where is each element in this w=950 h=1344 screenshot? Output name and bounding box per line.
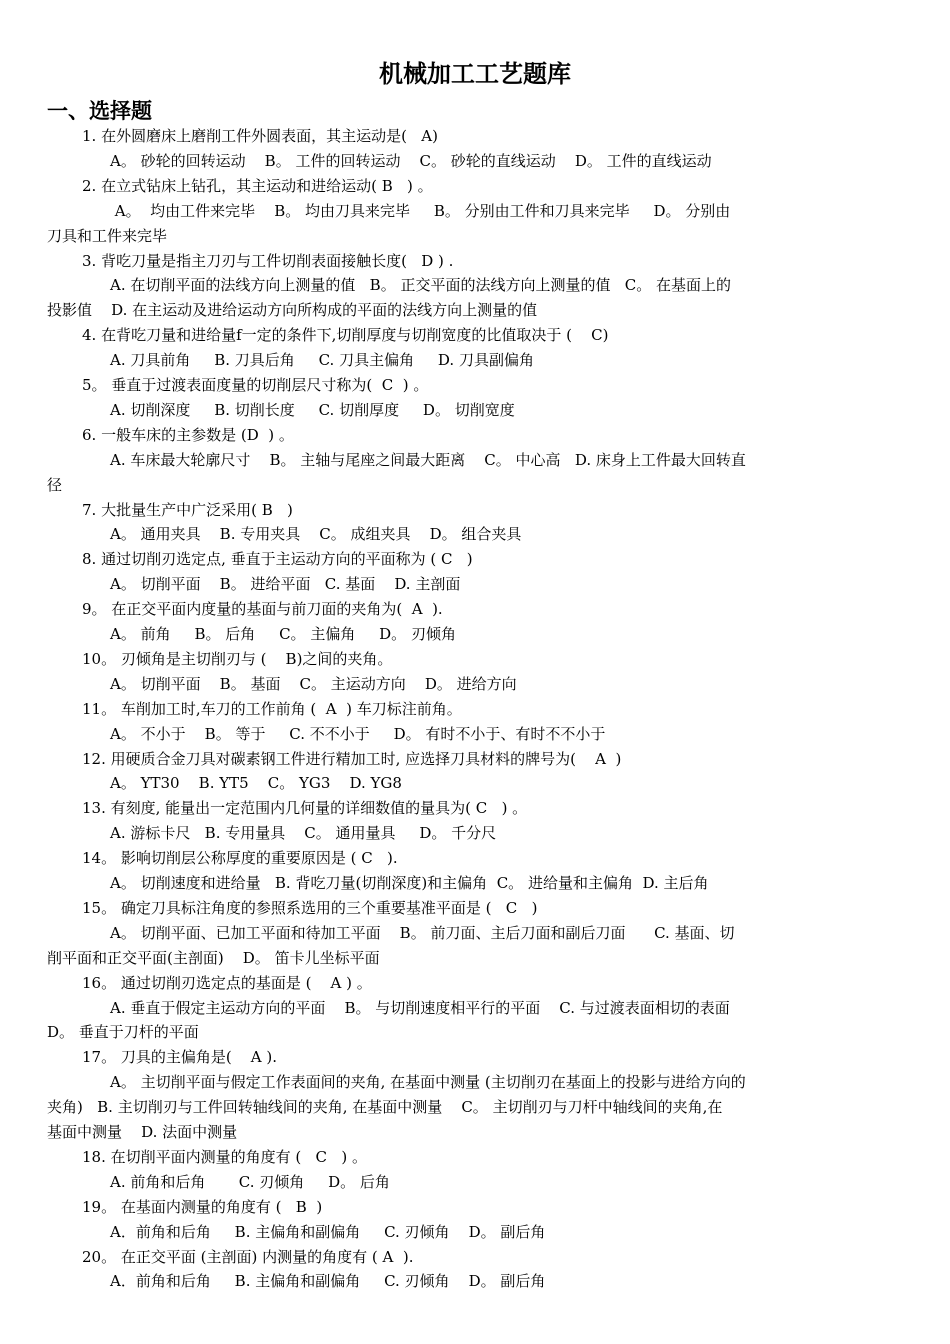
continuation-text: 投影值 D. 在主运动及进给运动方向所构成的平面的法线方向上测量的值	[47, 301, 538, 320]
question-text: 4. 在背吃刀量和进给量f一定的条件下,切削厚度与切削宽度的比值取决于 ( C)	[82, 326, 609, 345]
options-text: A。 切削平面 B。 进给平面 C. 基面 D. 主剖面	[110, 575, 461, 594]
section-heading: 一、选择题	[47, 99, 152, 123]
question-text: 9。 在正交平面内度量的基面与前刀面的夹角为( A ).	[82, 600, 443, 619]
options-text: A. 前角和后角 C. 刃倾角 D。 后角	[110, 1172, 390, 1191]
question-text: 12. 用硬质合金刀具对碳素钢工件进行精加工时, 应选择刀具材料的牌号为( A )	[82, 749, 622, 768]
options-text: A。 不小于 B。 等于 C. 不不小于 D。 有时不小于、有时不不小于	[110, 724, 606, 743]
question-text: 7. 大批量生产中广泛采用( B )	[82, 500, 293, 519]
continuation-text: 削平面和正交平面(主剖面) D。 笛卡儿坐标平面	[47, 948, 380, 967]
options-text: A。 前角 B。 后角 C。 主偏角 D。 刃倾角	[110, 625, 456, 643]
question-text: 2. 在立式钻床上钻孔，其主运动和进给运动( B ) 。	[82, 176, 433, 195]
options-text: A。 切削速度和进给量 B. 背吃刀量(切削深度)和主偏角 C。 进给量和主偏角 D. 主后角	[110, 874, 709, 892]
options-text: A。 通用夹具 B. 专用夹具 C。 成组夹具 D。 组合夹具	[110, 525, 522, 544]
options-text: A。 YT30 B. YT5 C。 YG3 D. YG8	[110, 774, 402, 793]
question-text: 13. 有刻度, 能量出一定范围内几何量的详细数值的量具为( C ) 。	[82, 799, 528, 818]
options-text: A．前角和后角 B. 主偏角和副偏角 C. 刃倾角 D。 副后角	[110, 1272, 546, 1291]
options-text: A。 切削平面、已加工平面和待加工平面 B。 前刀面、主后刀面和副后刀面 C. 基面、切	[110, 923, 735, 942]
options-text: A. 垂直于假定主运动方向的平面 B。 与切削速度相平行的平面 C. 与过渡表面相切的表面	[110, 998, 730, 1017]
options-text: A。 均由工件来完毕 B。 均由刀具来完毕 B。 分别由工件和刀具来完毕 D。 分别由	[110, 201, 731, 220]
question-text: 20。 在正交平面 (主剖面) 内测量的角度有 ( A ).	[82, 1247, 414, 1266]
question-text: 6. 一般车床的主参数是 (D ) 。	[82, 425, 294, 444]
continuation-text: D。 垂直于刀杆的平面	[47, 1023, 199, 1042]
question-text: 15。 确定刀具标注角度的参照系选用的三个重要基准平面是 ( C )	[82, 898, 538, 917]
question-text: 18. 在切削平面内测量的角度有 ( C ) 。	[82, 1147, 367, 1166]
continuation-text: 基面中测量 D. 法面中测量	[47, 1123, 238, 1141]
options-text: A. 刀具前角 B. 刀具后角 C. 刀具主偏角 D. 刀具副偏角	[110, 351, 534, 370]
options-text: A. 车床最大轮廓尺寸 B。 主轴与尾座之间最大距离 C。 中心高 D. 床身上工件最大回转直	[110, 450, 746, 469]
question-text: 3. 背吃刀量是指主刀刃与工件切削表面接触长度( D ) .	[82, 251, 454, 270]
options-text: A．前角和后角 B. 主偏角和副偏角 C. 刃倾角 D。 副后角	[110, 1222, 546, 1241]
question-text: 19。 在基面内测量的角度有 ( B )	[82, 1197, 323, 1216]
options-text: A. 切削深度 B. 切削长度 C. 切削厚度 D。 切削宽度	[110, 400, 515, 419]
options-text: A. 在切削平面的法线方向上测量的值 B。 正交平面的法线方向上测量的值 C。 在基面上的	[110, 276, 732, 295]
options-text: A。 切削平面 B。 基面 C。 主运动方向 D。 进给方向	[110, 674, 517, 693]
question-text: 11。 车削加工时,车刀的工作前角 ( A ) 车刀标注前角。	[82, 699, 462, 718]
question-text: 17。 刀具的主偏角是( A ).	[82, 1048, 278, 1067]
continuation-text: 夹角) B. 主切削刃与工件回转轴线间的夹角, 在基面中测量 C。 主切削刃与刀杆中轴线间的夹角,在	[47, 1098, 723, 1117]
continuation-text: 径	[47, 475, 63, 494]
options-text: A. 游标卡尺 B. 专用量具 C。 通用量具 D。 千分尺	[110, 824, 497, 843]
question-text: 14。 影响切削层公称厚度的重要原因是 ( C ).	[82, 849, 398, 868]
question-text: 1. 在外圆磨床上磨削工件外圆表面，其主运动是( A)	[82, 127, 438, 145]
question-text: 16。 通过切削刃选定点的基面是 ( A ) 。	[82, 973, 372, 992]
question-text: 8. 通过切削刃选定点, 垂直于主运动方向的平面称为 ( C )	[82, 550, 473, 569]
options-text: A。 砂轮的回转运动 B。 工件的回转运动 C。 砂轮的直线运动 D。 工件的直线运动	[110, 151, 712, 170]
question-text: 5。 垂直于过渡表面度量的切削层尺寸称为( C ) 。	[82, 376, 429, 394]
question-text: 10。 刃倾角是主切削刃与 ( B)之间的夹角。	[82, 649, 393, 668]
options-text: A。 主切削平面与假定工作表面间的夹角, 在基面中测量 (主切削刃在基面上的投影与进给方向的	[110, 1073, 746, 1092]
page-title: 机械加工工艺题库	[379, 60, 571, 88]
continuation-text: 刀具和工件来完毕	[47, 226, 168, 245]
